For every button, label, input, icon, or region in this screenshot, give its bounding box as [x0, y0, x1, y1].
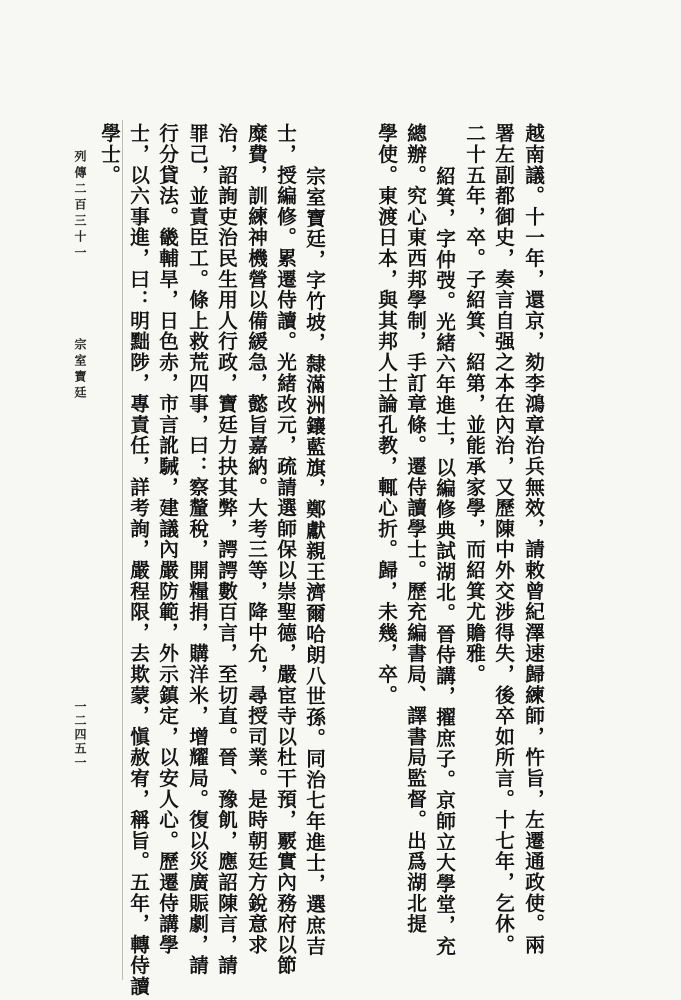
text-column-11: 罪己，並責臣工。條上救荒四事，曰：察釐稅，開糧捐，購洋米，增耀局。復以災廣賑劇，請	[185, 123, 209, 976]
text-column-8: 士，授編修。累遷侍讀。光緒改元，疏請選師保以崇聖德，嚴宦寺以杜干預，覈實內務府以節	[273, 123, 297, 976]
text-column-3: 二十五年，卒。子紹箕、紹第，並能承家學，而紹箕尤贍雅。	[462, 123, 486, 685]
text-column-6: 學使。東渡日本，與其邦人士論孔教，輒心折。歸，未幾，卒。	[374, 123, 398, 706]
text-column-4: 紹箕，字仲弢。光緒六年進士，以編修典試湖北。晉侍講，擢庶子。京師立大學堂，充	[432, 166, 456, 957]
page-number: 一二四五一	[73, 700, 87, 770]
text-column-7: 宗室寶廷，字竹坡，隸滿洲鑲藍旗，鄭獻親王濟爾哈朗八世孫。同治七年進士，選庶吉	[302, 166, 326, 957]
text-column-2: 署左副都御史，奏言自强之本在內治，又歷陳中外交涉得失，後卒如所言。十七年，乞休。	[491, 123, 515, 955]
text-column-14: 學士。	[97, 123, 121, 186]
text-column-9: 糜費，訓練神機營以備緩急，懿旨嘉納。大考三等，降中允，尋授司業。是時朝廷方銳意求	[244, 123, 268, 955]
text-column-13: 士，以六事進，曰：明黜陟，專責任，詳考詢，嚴程限，去欺蒙，愼赦宥，稱旨。五年，轉侍讀	[126, 123, 150, 997]
text-column-5: 總辦。究心東西邦學制，手訂章條。遷侍讀學士。歷充編書局、譯書局監督。出爲湖北提	[403, 123, 427, 935]
text-column-10: 治，詔詢吏治民生用人行政，寶廷力抉其弊，諤諤數百言，至切直。晉、豫飢，應詔陳言，請	[214, 123, 238, 976]
running-header-title: 宗室寶廷	[73, 338, 87, 402]
text-column-1: 越南議。十一年，還京，劾李鴻章治兵無效，請敕曾紀澤速歸練師，忤旨，左遷通政使。兩	[521, 123, 545, 955]
margin-rule	[122, 120, 123, 980]
running-header-chapter: 列傳二百三十一	[73, 150, 87, 262]
text-column-12: 行分貸法。畿輔旱，日色赤，市言訛駴，建議內嚴防範，外示鎮定，以安人心。歷遷侍講學	[155, 123, 179, 955]
